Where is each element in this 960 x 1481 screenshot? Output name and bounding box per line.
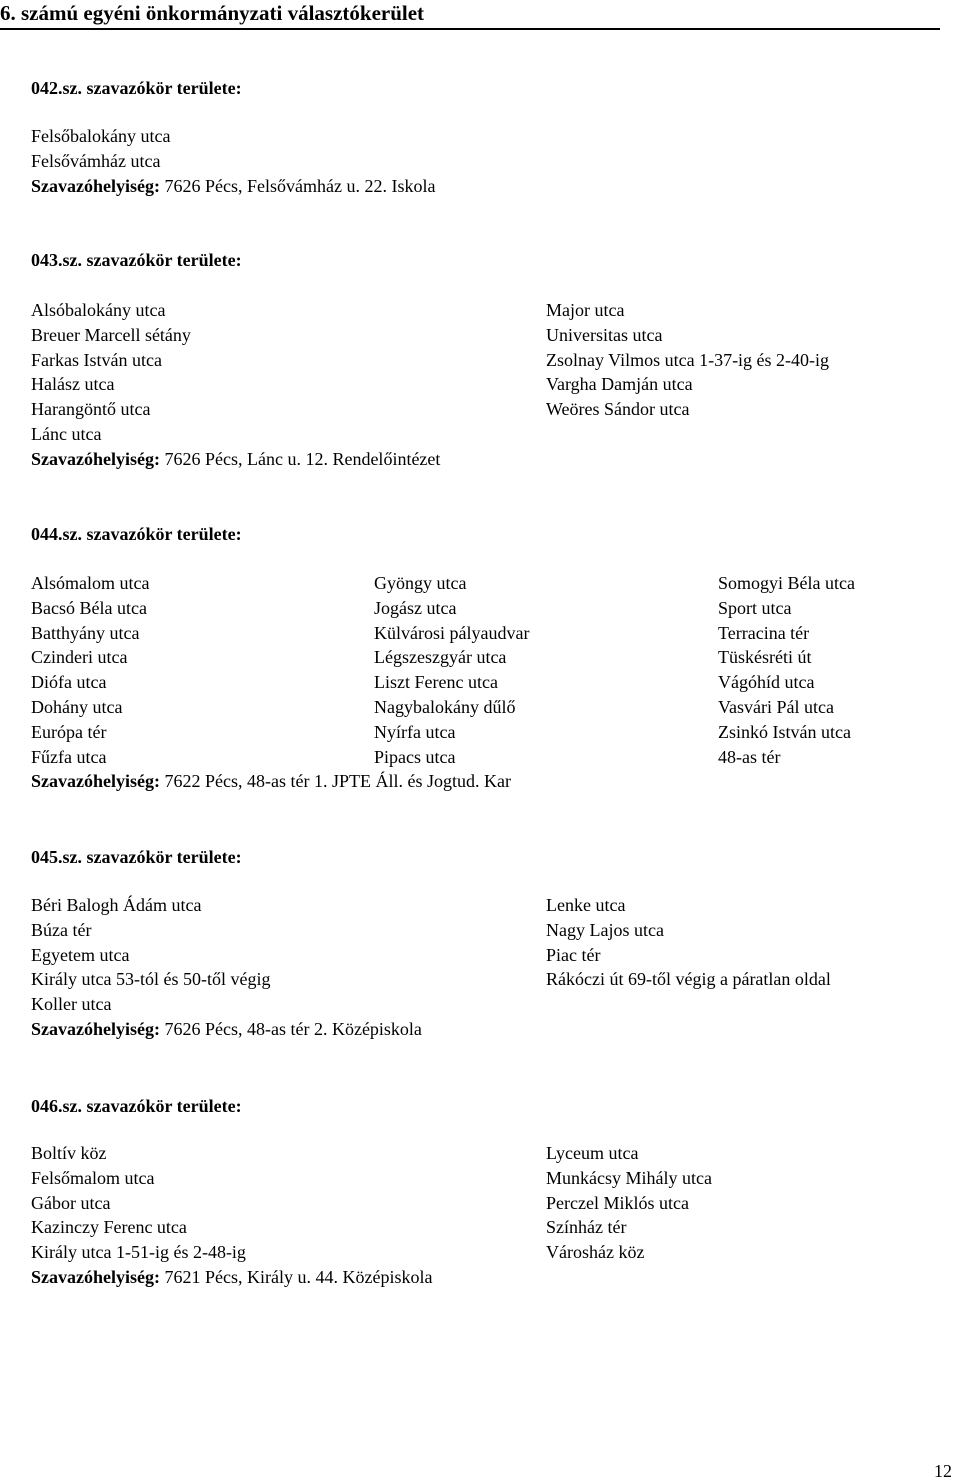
polling-place <box>31 1265 432 1290</box>
polling-place-label: Szavazóhelyiség: <box>31 448 160 469</box>
street-item: Czinderi utca <box>31 647 128 668</box>
street-item: Alsóbalokány utca <box>31 300 166 320</box>
section-heading-044: 044.sz. szavazókör területe: <box>31 524 242 544</box>
street-item: Zsolnay Vilmos utca 1-37-ig és 2-40-ig <box>546 349 830 370</box>
polling-place <box>31 1017 422 1042</box>
street-item: Major utca <box>546 300 625 320</box>
section-heading-043: 043.sz. szavazókör területe: <box>31 250 242 270</box>
polling-place-address: 7621 Pécs, Király u. 44. Középiskola <box>164 1266 433 1287</box>
street-item: Bacsó Béla utca <box>31 597 147 618</box>
street-item: Breuer Marcell sétány <box>31 324 191 345</box>
street-item: Alsómalom utca <box>31 573 150 593</box>
street-list-column-1 <box>31 298 440 472</box>
street-item: Batthyány utca <box>31 622 140 643</box>
street-item: Városház köz <box>546 1242 645 1263</box>
street-item: Zsinkó István utca <box>718 721 851 742</box>
street-list-column-2 <box>546 1141 712 1265</box>
street-list-column-1 <box>31 893 422 1042</box>
polling-place <box>31 447 440 472</box>
street-item: Weöres Sándor utca <box>546 399 690 420</box>
street-list-column-2 <box>374 571 529 769</box>
section-043 <box>31 298 931 472</box>
street-list-column-2 <box>546 298 829 422</box>
polling-place-address: 7622 Pécs, 48-as tér 1. JPTE Áll. és Jogtud. Kar <box>164 771 511 792</box>
street-item: 48-as tér <box>718 746 781 767</box>
section-046 <box>31 1141 931 1291</box>
polling-place-label: Szavazóhelyiség: <box>31 771 160 792</box>
street-item: Terracina tér <box>718 622 810 643</box>
street-item: Rákóczi út 69-től végig a páratlan oldal <box>546 969 831 990</box>
street-item: Tüskésréti út <box>718 647 812 668</box>
section-heading-046: 046.sz. szavazókör területe: <box>31 1096 242 1116</box>
street-item: Munkácsy Mihály utca <box>546 1167 712 1188</box>
polling-place-label: Szavazóhelyiség: <box>31 175 160 196</box>
street-list-column-2 <box>546 893 831 992</box>
street-item: Perczel Miklós utca <box>546 1192 689 1213</box>
polling-place-label: Szavazóhelyiség: <box>31 1018 160 1039</box>
street-item: Halász utca <box>31 374 115 395</box>
street-item: Külvárosi pályaudvar <box>374 622 530 643</box>
street-item: Sport utca <box>718 597 792 618</box>
street-item: Király utca 1-51-ig és 2-48-ig <box>31 1242 246 1263</box>
street-item: Egyetem utca <box>31 944 130 965</box>
street-item: Dohány utca <box>31 696 123 717</box>
street-item: Európa tér <box>31 721 107 742</box>
street-item: Nyírfa utca <box>374 721 456 742</box>
street-list-column-3 <box>718 571 855 769</box>
street-item: Lenke utca <box>546 895 626 915</box>
street-item: Vágóhíd utca <box>718 672 815 693</box>
street-item: Kazinczy Ferenc utca <box>31 1217 187 1238</box>
street-item: Fűzfa utca <box>31 746 107 767</box>
street-item: Koller utca <box>31 994 112 1015</box>
street-item: Boltív köz <box>31 1143 107 1163</box>
polling-place-address: 7626 Pécs, Felsővámház u. 22. Iskola <box>164 175 436 196</box>
section-042 <box>31 124 931 198</box>
street-item: Felsőbalokány utca <box>31 126 171 146</box>
street-list-column-1 <box>31 1141 432 1290</box>
street-item: Nagybalokány dűlő <box>374 696 516 717</box>
polling-place-address: 7626 Pécs, 48-as tér 2. Középiskola <box>164 1018 422 1039</box>
polling-place-address: 7626 Pécs, Lánc u. 12. Rendelőintézet <box>164 448 441 469</box>
street-item: Lyceum utca <box>546 1143 639 1163</box>
street-item: Lánc utca <box>31 423 102 444</box>
street-item: Farkas István utca <box>31 349 162 370</box>
street-item: Király utca 53-tól és 50-től végig <box>31 969 271 990</box>
section-heading-045: 045.sz. szavazókör területe: <box>31 847 242 867</box>
street-item: Somogyi Béla utca <box>718 573 855 593</box>
polling-place-label: Szavazóhelyiség: <box>31 1266 160 1287</box>
street-item: Felsővámház utca <box>31 150 161 171</box>
street-item: Béri Balogh Ádám utca <box>31 895 202 915</box>
street-item: Harangöntő utca <box>31 399 151 420</box>
street-item: Jogász utca <box>374 597 457 618</box>
section-044 <box>31 571 931 795</box>
street-item: Légszeszgyár utca <box>374 647 507 668</box>
street-item: Felsőmalom utca <box>31 1167 155 1188</box>
street-item: Gyöngy utca <box>374 573 467 593</box>
street-item: Gábor utca <box>31 1192 111 1213</box>
street-item: Búza tér <box>31 919 92 940</box>
page-title: 6. számú egyéni önkormányzati választókerület <box>0 0 940 30</box>
street-item: Diófa utca <box>31 672 107 693</box>
street-item: Liszt Ferenc utca <box>374 672 498 693</box>
street-item: Vargha Damján utca <box>546 374 693 395</box>
street-item: Nagy Lajos utca <box>546 919 664 940</box>
street-list-column-1 <box>31 124 435 198</box>
section-045 <box>31 893 931 1043</box>
street-item: Vasvári Pál utca <box>718 696 834 717</box>
street-item: Pipacs utca <box>374 746 456 767</box>
page-number: 12 <box>934 1461 952 1481</box>
street-item: Piac tér <box>546 944 601 965</box>
street-item: Universitas utca <box>546 324 663 345</box>
street-item: Színház tér <box>546 1217 627 1238</box>
polling-place <box>31 769 511 794</box>
section-heading-042: 042.sz. szavazókör területe: <box>31 78 242 98</box>
polling-place <box>31 174 435 199</box>
